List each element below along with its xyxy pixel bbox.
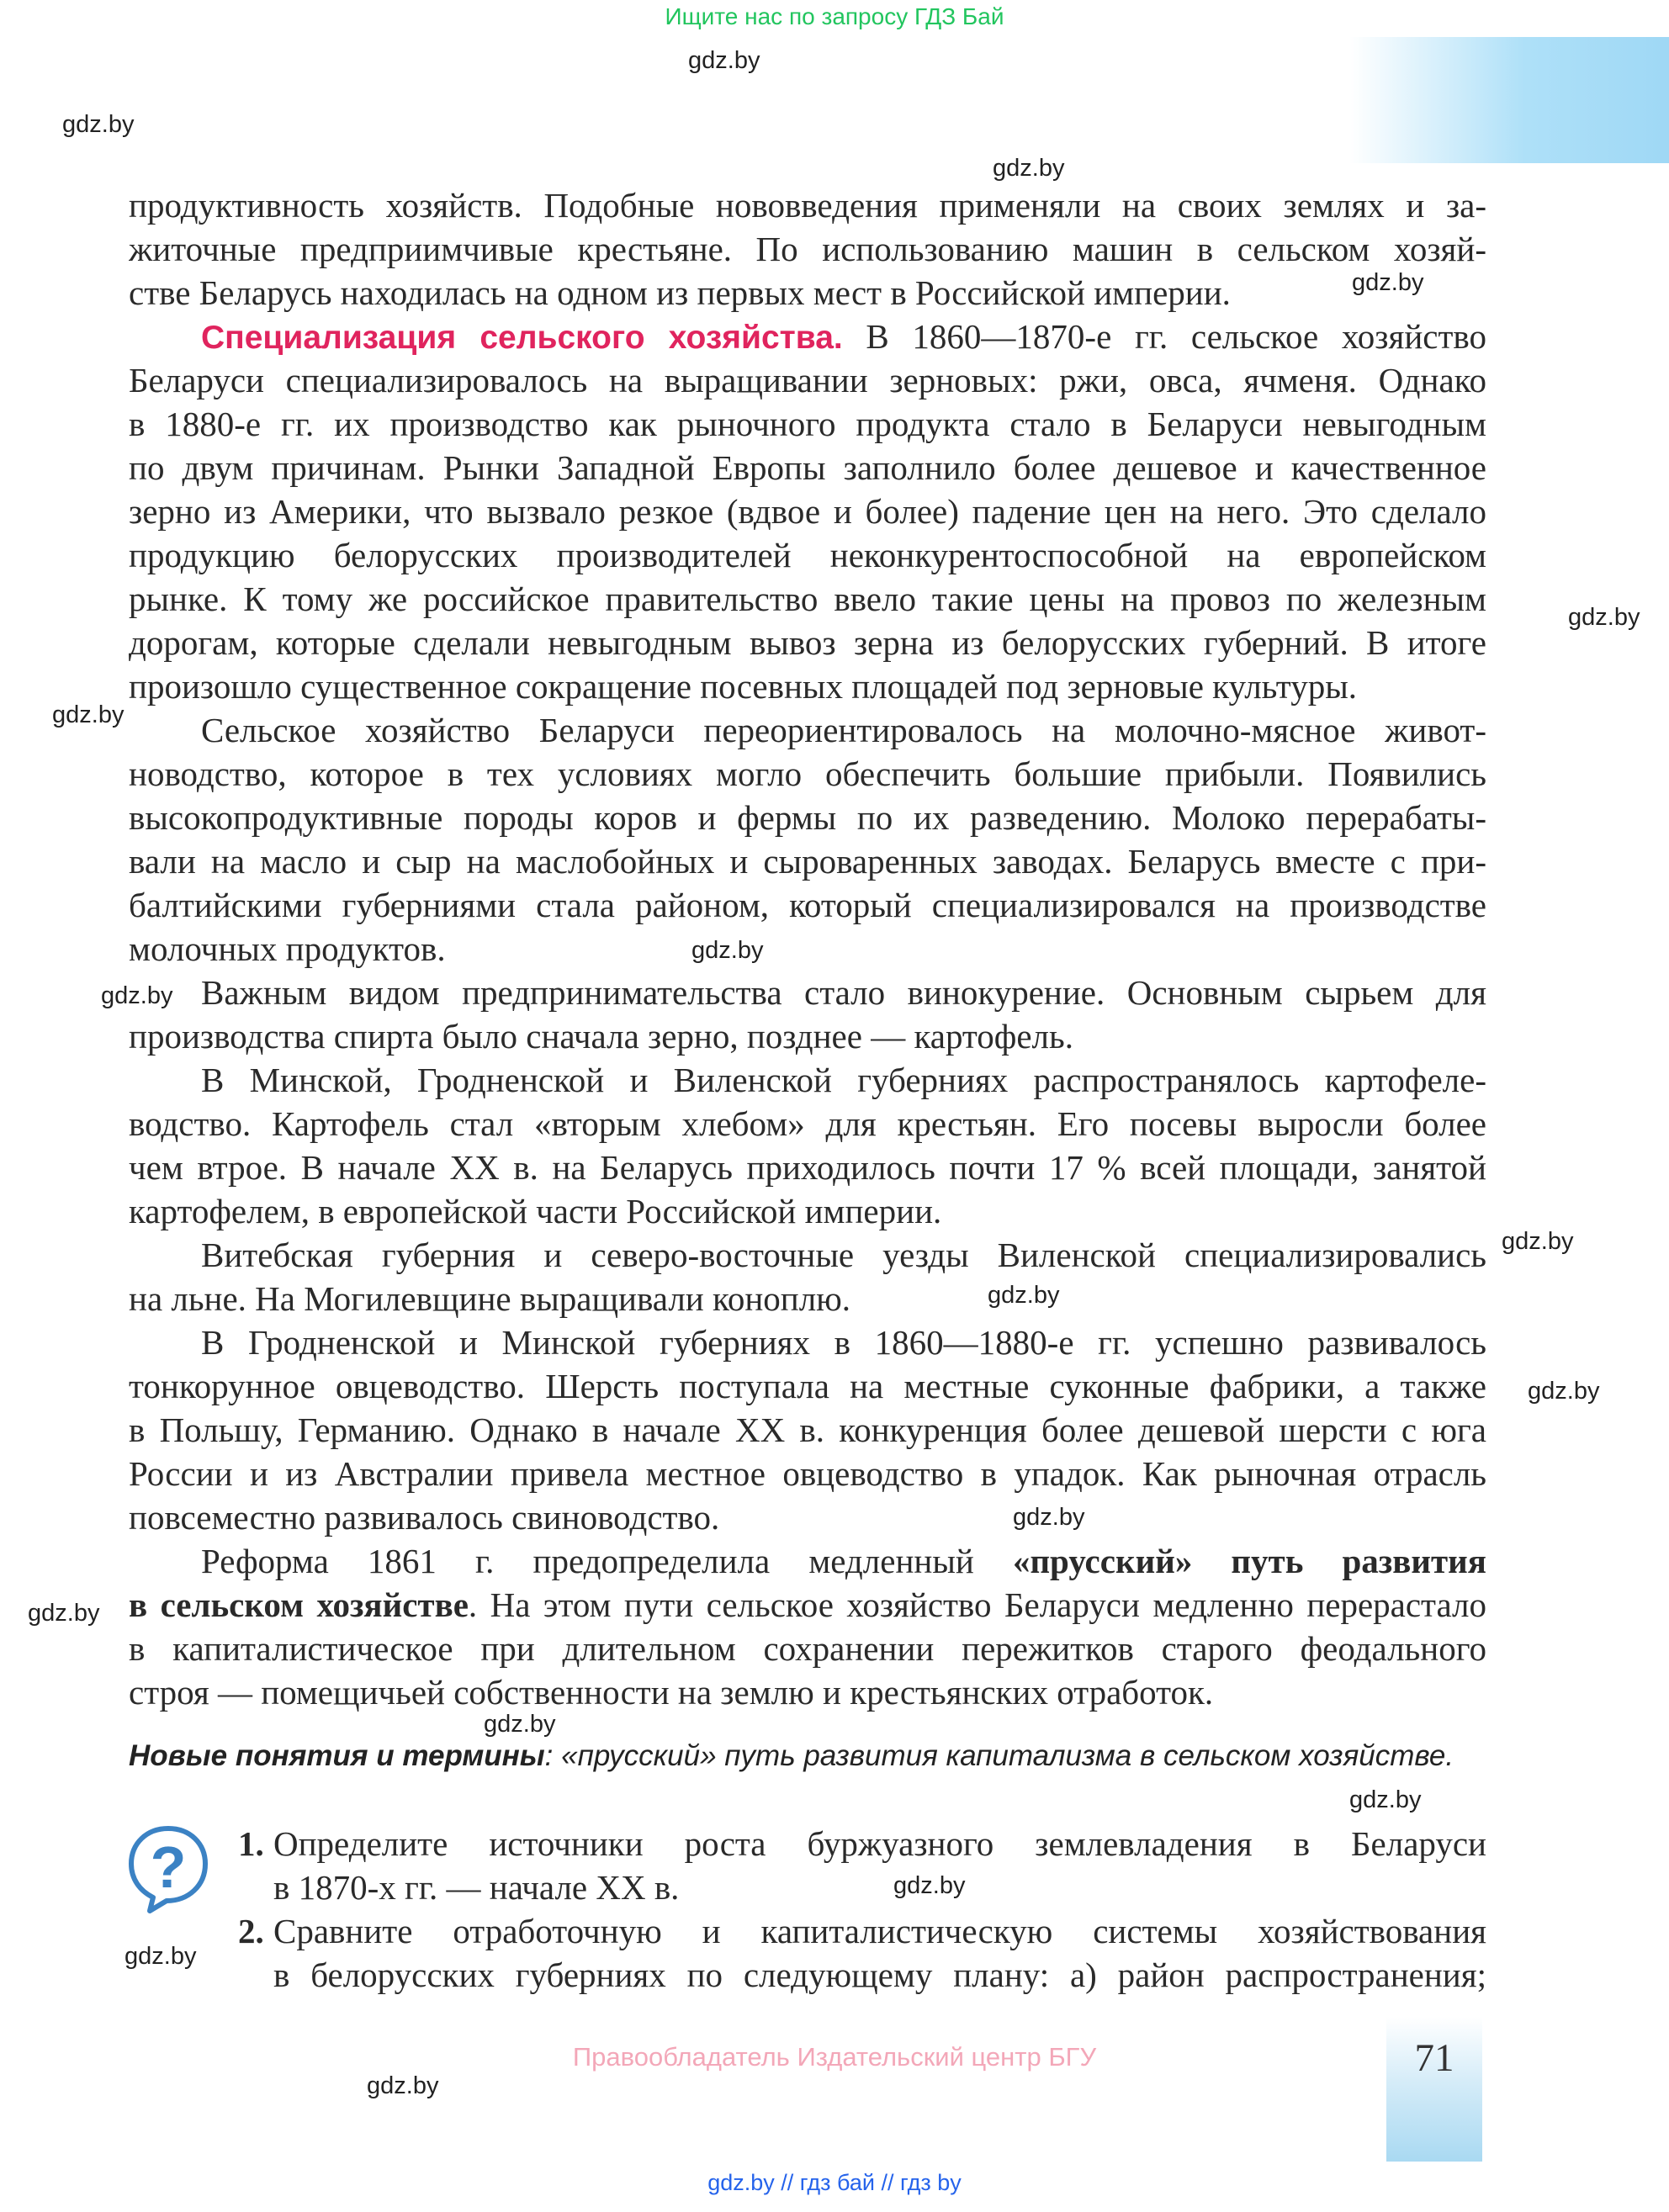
bold-term: «прусский» путь развития xyxy=(1012,1542,1486,1580)
watermark: gdz.by xyxy=(28,1600,100,1627)
text-line: картофелем, в европейской части Российской империи. xyxy=(129,1192,942,1230)
paragraph-potato xyxy=(129,1058,1486,1233)
footer-links[interactable]: gdz.by // гдз бай // гдз by xyxy=(707,2170,962,2195)
text-line: новодство, которое в тех условиях могло обеспечить большие прибыли. Появились xyxy=(129,754,1486,793)
watermark: gdz.by xyxy=(52,701,125,728)
new-terms xyxy=(129,1739,1492,1773)
text-line: продукцию белорусских производителей неконкурентоспособной на европейском xyxy=(129,536,1486,574)
text-line: повсеместно развивалось свиноводство. xyxy=(129,1498,720,1537)
text-line: стве Беларусь находилась на одном из первых мест в Российской империи. xyxy=(129,273,1231,312)
terms-text: : «прусский» путь развития капитализма в сельском хозяйстве. xyxy=(544,1739,1454,1772)
question-2 xyxy=(238,1909,1486,1997)
text-line xyxy=(129,315,1486,358)
watermark: gdz.by xyxy=(988,1282,1060,1309)
watermark: gdz.by xyxy=(993,155,1065,182)
watermark: gdz.by xyxy=(688,47,760,74)
text-line: Беларуси специализировалось на выращивании зерновых: ржи, овса, ячменя. Однако xyxy=(129,361,1486,400)
text-line: произошло существенное сокращение посевных площадей под зерновые культуры. xyxy=(129,667,1357,706)
watermark: gdz.by xyxy=(125,1943,197,1970)
text-line: строя — помещичьей собственности на землю и крестьянских отработок. xyxy=(129,1673,1214,1712)
watermark: gdz.by xyxy=(1528,1378,1600,1405)
corner-gradient xyxy=(1349,37,1669,163)
svg-text:?: ? xyxy=(150,1834,187,1900)
text-line: балтийскими губерниями стала районом, который специализировался на производстве xyxy=(129,886,1486,924)
watermark: gdz.by xyxy=(1502,1228,1574,1255)
text-line: производства спирта было сначала зерно, позднее — картофель. xyxy=(129,1017,1073,1056)
text-line: по двум причинам. Рынки Западной Европы заполнило более дешевое и качественное xyxy=(129,448,1486,487)
text-line: зерно из Америки, что вызвало резкое (вдвое и более) падение цен на него. Это сделало xyxy=(129,492,1486,531)
watermark: gdz.by xyxy=(367,2072,439,2099)
paragraph-reform xyxy=(129,1539,1486,1714)
text-line: В Минской, Гродненской и Виленской губерниях распространялось картофеле- xyxy=(201,1061,1486,1099)
watermark: gdz.by xyxy=(1352,269,1424,296)
text-line: Важным видом предпринимательства стало винокурение. Основным сырьем для xyxy=(201,973,1486,1012)
paragraph-sheep xyxy=(129,1320,1486,1539)
text-line: продуктивность хозяйств. Подобные нововведения применяли на своих землях и за- xyxy=(129,186,1486,225)
copyright-holder: Правообладатель Издательский центр БГУ xyxy=(572,2042,1097,2072)
text-line: чем втрое. В начале XX в. на Беларусь приходилось почти 17 % всей площади, занятой xyxy=(129,1148,1486,1187)
paragraph-intro xyxy=(129,183,1486,315)
text-line: в белорусских губерниях по следующему плану: а) район распространения; xyxy=(273,1955,1486,1994)
text-line: в Польшу, Германию. Однако в начале XX в. конкуренция более дешевой шерсти с юга xyxy=(129,1410,1486,1449)
text-line: на льне. На Могилевщине выращивали коноплю. xyxy=(129,1279,851,1318)
text-span: Реформа 1861 г. предопределила медленный xyxy=(201,1542,1013,1580)
paragraph-flax xyxy=(129,1233,1486,1320)
text-line: в 1870-х гг. — начале XX в. xyxy=(273,1868,680,1907)
watermark: gdz.by xyxy=(1013,1504,1085,1531)
question-mark-icon xyxy=(125,1823,212,1914)
text-line: рынке. К тому же российское правительство ввело такие цены на провоз по железным xyxy=(129,579,1486,618)
text-line: вали на масло и сыр на маслобойных и сыроваренных заводах. Беларусь вместе с при- xyxy=(129,842,1486,881)
paragraph-distilling xyxy=(129,971,1486,1058)
paragraph-specialization xyxy=(129,315,1486,708)
text-line: в капиталистическое при длительном сохранении пережитков старого феодального xyxy=(129,1629,1486,1668)
text-line xyxy=(129,1539,1486,1583)
text-line xyxy=(238,1822,1486,1865)
text-line: Витебская губерния и северо-восточные уезды Виленской специализировались xyxy=(201,1236,1486,1274)
text-line: Сельское хозяйство Беларуси переориентировалось на молочно-мясное живот- xyxy=(201,711,1486,749)
text-line: России и из Австралии привела местное овцеводство в упадок. Как рыночная отрасль xyxy=(129,1454,1486,1493)
text-line: В Гродненской и Минской губерниях в 1860—1880-е гг. успешно развивалось xyxy=(201,1323,1486,1362)
text-span: . На этом пути сельское хозяйство Беларуси медленно перерастало xyxy=(468,1585,1486,1624)
bold-term: в сельском хозяйстве xyxy=(129,1585,469,1624)
paragraph-dairy xyxy=(129,708,1486,971)
watermark: gdz.by xyxy=(893,1872,966,1899)
text-line: молочных продуктов. xyxy=(129,929,446,968)
question-number: 2. xyxy=(238,1912,264,1950)
question-1 xyxy=(238,1822,1486,1909)
terms-label: Новые понятия и термины xyxy=(129,1739,545,1772)
question-number: 1. xyxy=(238,1824,264,1863)
text-line: высокопродуктивные породы коров и фермы по их разведению. Молоко перерабаты- xyxy=(129,798,1486,837)
question-text: Определите источники роста буржуазного землевладения в Беларуси xyxy=(273,1824,1486,1863)
text-line: тонкорунное овцеводство. Шерсть поступала на местные суконные фабрики, а также xyxy=(129,1367,1486,1405)
watermark: gdz.by xyxy=(101,982,173,1009)
text-line: дорогам, которые сделали невыгодным вывоз зерна из белорусских губерний. В итоге xyxy=(129,623,1486,662)
watermark: gdz.by xyxy=(1349,1786,1422,1813)
question-text: Сравните отработочную и капиталистическую системы хозяйствования xyxy=(273,1912,1486,1950)
watermark: gdz.by xyxy=(62,111,135,138)
text-line xyxy=(129,1583,1486,1627)
text-line: в 1880-е гг. их производство как рыночного продукта стало в Беларуси невыгодным xyxy=(129,405,1486,443)
watermark: gdz.by xyxy=(484,1711,556,1738)
text-line: житочные предприимчивые крестьяне. По использованию машин в сельском хозяй- xyxy=(129,230,1486,268)
top-banner[interactable]: Ищите нас по запросу ГДЗ Бай xyxy=(665,3,1004,29)
watermark: gdz.by xyxy=(1568,604,1640,631)
text-line: водство. Картофель стал «вторым хлебом» для крестьян. Его посевы выросли более xyxy=(129,1104,1486,1143)
text-span: В 1860—1870-е гг. сельское хозяйство xyxy=(842,317,1486,356)
text-line xyxy=(238,1909,1486,1953)
watermark: gdz.by xyxy=(691,937,764,964)
section-heading: Специализация сельского хозяйства. xyxy=(201,320,843,356)
page-number: 71 xyxy=(1414,2036,1454,2080)
